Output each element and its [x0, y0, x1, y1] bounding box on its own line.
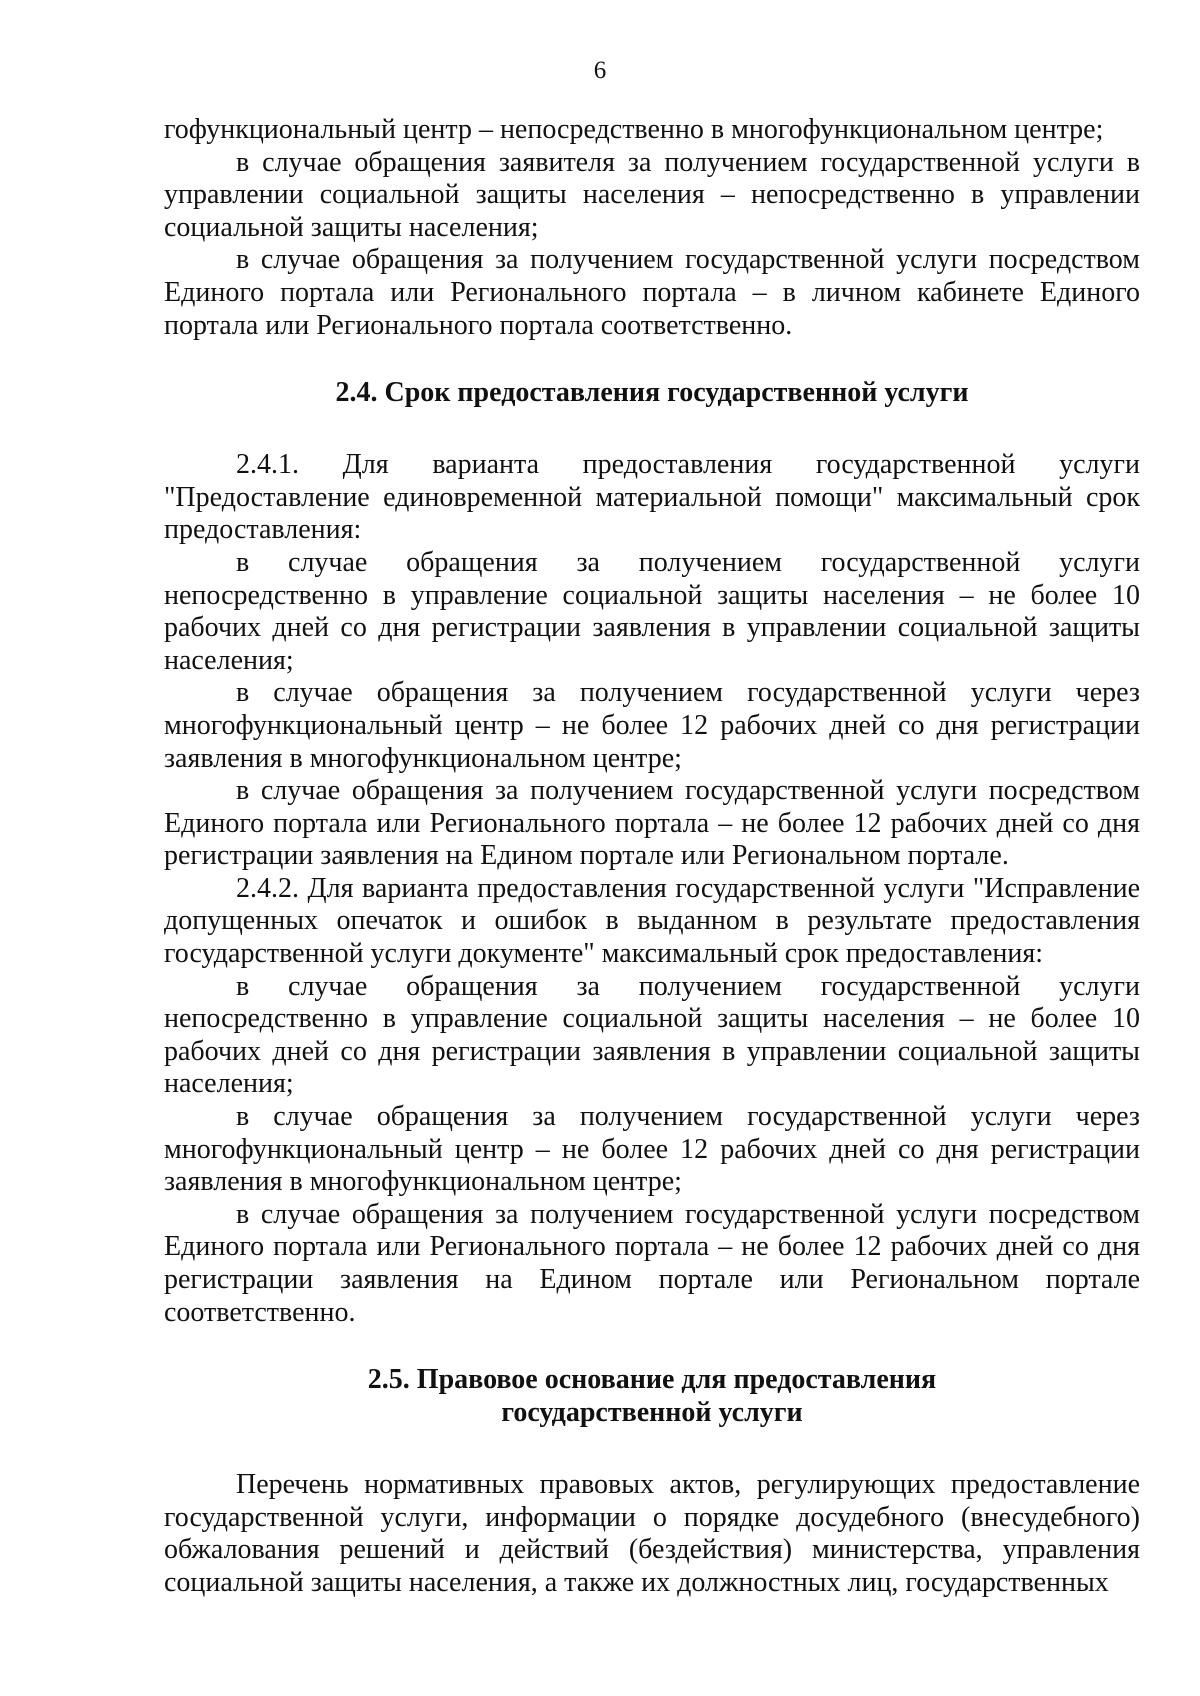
paragraph: в случае обращения за получением государственной услуги непосредственно в управление социальной защиты населения – не более 10 рабочих дней со дня регистрации заявления в управлении социальной защиты населения;	[164, 970, 1140, 1100]
section-heading-2-5-line1: 2.5. Правовое основание для предоставления	[367, 1364, 937, 1396]
page-number: 6	[593, 57, 607, 84]
paragraph: в случае обращения за получением государственной услуги непосредственно в управление социальной защиты населения – не более 10 рабочих дней со дня регистрации заявления в управлении социальной защиты населения;	[164, 546, 1140, 676]
section-heading-2-4: 2.4. Срок предоставления государственной услуги	[335, 377, 969, 409]
paragraph: в случае обращения за получением государственной услуги посредством Единого портала или Регионального портала – не более 12 рабочих дней со дня регистрации заявления на Едином портале или Региональном портале соответственно.	[164, 1198, 1140, 1328]
section-heading-2-5-line2: государственной услуги	[501, 1397, 803, 1429]
section-heading-2-5	[164, 1363, 1140, 1429]
paragraph: Перечень нормативных правовых актов, регулирующих предоставление государственной услуги, информации о порядке досудебного (внесудебного) обжалования решений и действий (бездействия) министерства, управления социальной защиты населения, а также их должностных лиц, государственных	[164, 1469, 1140, 1598]
paragraph: в случае обращения за получением государственной услуги через многофункциональный центр – не более 12 рабочих дней со дня регистрации заявления в многофункциональном центре;	[164, 1101, 1140, 1198]
paragraph-continuation: гофункциональный центр – непосредственно в многофункциональном центре;	[164, 114, 1104, 145]
paragraph-2-4-1: 2.4.1. Для варианта предоставления государственной услуги "Предоставление единовременной материальной помощи" максимальный срок предоставления:	[164, 449, 1140, 546]
paragraph: в случае обращения за получением государственной услуги посредством Единого портала или Регионального портала – в личном кабинете Единого портала или Регионального портала соответственно.	[164, 244, 1140, 341]
paragraph: в случае обращения за получением государственной услуги посредством Единого портала или Регионального портала – не более 12 рабочих дней со дня регистрации заявления на Едином портале или Региональном портале.	[164, 775, 1140, 872]
paragraph: в случае обращения за получением государственной услуги через многофункциональный центр – не более 12 рабочих дней со дня регистрации заявления в многофункциональном центре;	[164, 677, 1140, 774]
paragraph-2-4-2: 2.4.2. Для варианта предоставления государственной услуги "Исправление допущенных опечаток и ошибок в выданном в результате предоставления государственной услуги документе" максимальный срок предоставления:	[164, 872, 1140, 970]
document-body	[164, 114, 1140, 1600]
paragraph: в случае обращения заявителя за получением государственной услуги в управлении социальной защиты населения – непосредственно в управлении социальной защиты населения;	[164, 146, 1140, 243]
